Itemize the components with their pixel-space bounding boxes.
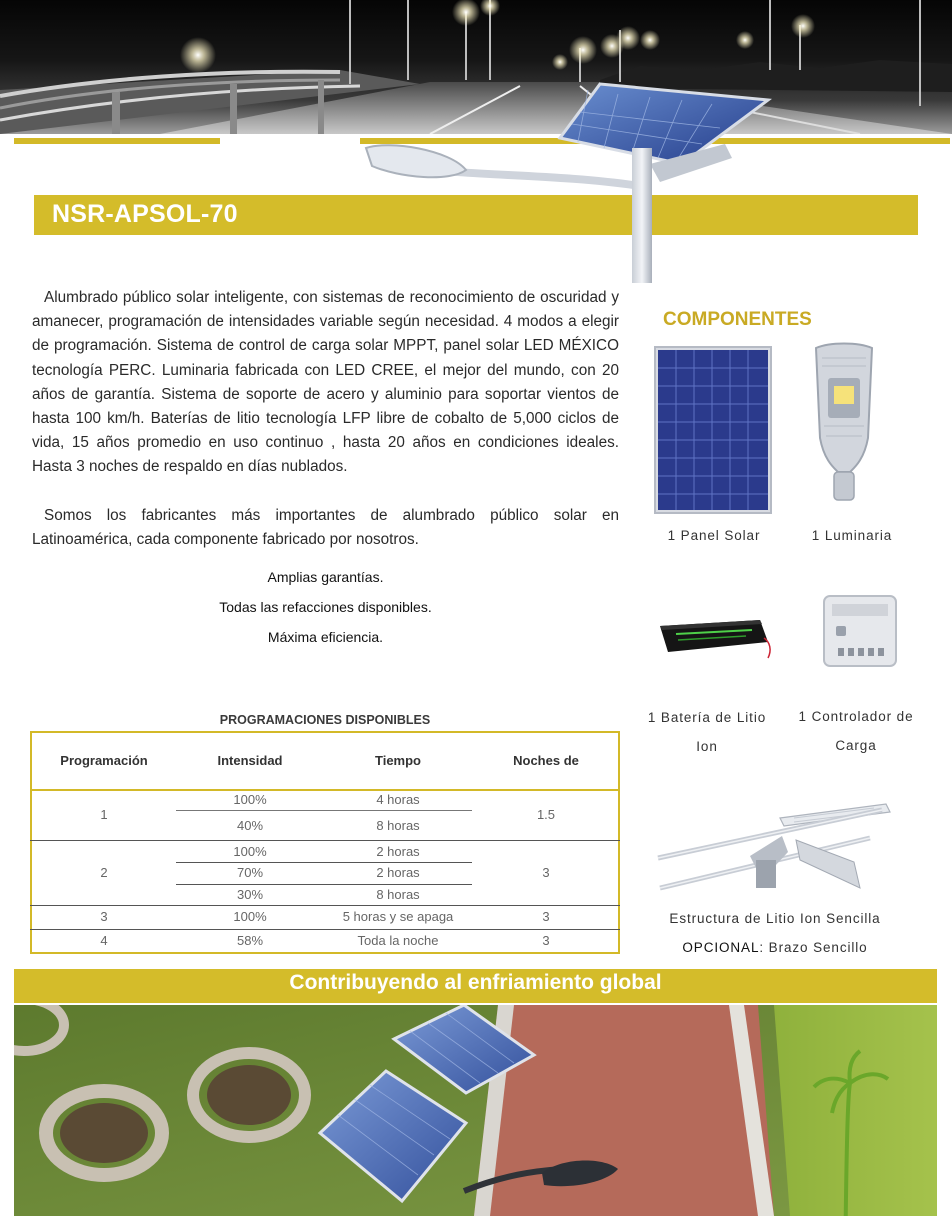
- header-tiempo: Tiempo: [375, 753, 421, 768]
- nights-cell: 3: [542, 909, 550, 924]
- intensity-cell: 100%: [233, 909, 267, 924]
- table-subrow-divider: [176, 862, 472, 863]
- highlights-list: [32, 566, 619, 656]
- table-row-divider: [30, 905, 620, 906]
- table-subrow-divider: [176, 884, 472, 885]
- battery-label-line-1: 1 Batería de Litio: [647, 710, 767, 725]
- controller-label-line-1: 1 Controlador de: [798, 709, 914, 724]
- table-row-divider: [30, 929, 620, 930]
- product-code-title: NSR-APSOL-70: [52, 200, 238, 228]
- bottom-banner-title: Contribuyendo al enfriamiento global: [289, 971, 662, 994]
- solar-street-light-icon: [360, 78, 780, 283]
- component-label-controller: [786, 702, 926, 760]
- time-cell: 8 horas: [376, 818, 420, 833]
- mode-cell: 2: [100, 865, 108, 880]
- optional-prefix: OPCIONAL: [682, 940, 760, 955]
- highlight-item: Todas las refacciones disponibles.: [219, 599, 432, 615]
- time-cell: 5 horas y se apaga: [342, 909, 454, 924]
- intensity-cell: 70%: [236, 865, 264, 880]
- component-label-battery: [636, 703, 778, 761]
- highlight-item: Amplias garantías.: [267, 569, 384, 585]
- time-cell: 8 horas: [376, 887, 420, 902]
- intensity-cell: 100%: [233, 844, 267, 859]
- product-description: [32, 286, 619, 552]
- table-header-divider: [30, 789, 620, 791]
- intensity-cell: 58%: [236, 933, 264, 948]
- highlight-item: Máxima eficiencia.: [267, 629, 384, 645]
- time-cell: 4 horas: [376, 792, 420, 807]
- header-noches: Noches de: [513, 753, 579, 768]
- mounting-structure-icon: [654, 796, 894, 900]
- schedules-table-title: PROGRAMACIONES DISPONIBLES: [219, 713, 431, 727]
- header-programacion: Programación: [60, 753, 148, 768]
- park-installation-photo: [14, 1005, 937, 1216]
- nights-cell: 1.5: [536, 807, 556, 822]
- mode-cell: 4: [100, 933, 108, 948]
- table-subrow-divider: [176, 810, 472, 811]
- mode-cell: 1: [100, 807, 108, 822]
- time-cell: 2 horas: [376, 865, 420, 880]
- hero-underline-gap: [220, 136, 360, 146]
- controller-label-line-2: Carga: [835, 738, 877, 753]
- optional-arm-note: [650, 940, 900, 955]
- intensity-cell: 100%: [233, 792, 267, 807]
- optional-rest: : Brazo Sencillo: [759, 940, 868, 955]
- charge-controller-icon: [818, 592, 900, 670]
- intensity-cell: 40%: [236, 818, 264, 833]
- time-cell: Toda la noche: [357, 933, 439, 948]
- component-label-solar-panel: 1 Panel Solar: [667, 528, 761, 543]
- nights-cell: 3: [542, 933, 550, 948]
- description-paragraph-1: Alumbrado público solar inteligente, con sistemas de reconocimiento de oscuridad y amanecer, programación de intensidades variable según necesidad. 4 modos a elegir de programación. Sistema de control de carga solar MPPT, panel solar LED MÉXICO tecnología PERC. Luminaria fabricada con LED CREE, el mejor del mundo, con 20 años de garantía. Sistema de soporte de acero y aluminio para soportar vientos de hasta 100 km/h. Baterías de litio tecnología LFP libre de cobalto de 5,000 ciclos de vida, 15 años promedio en uso continuo , hasta 20 años en condiciones ideales. Hasta 3 noches de respaldo en días nublados.: [32, 289, 619, 476]
- description-paragraph-2: Somos los fabricantes más importantes de alumbrado público solar en Latinoamérica, cada componente fabricado por nosotros.: [32, 506, 619, 548]
- park-scene-illustration: [14, 1005, 937, 1216]
- street-lamp-icon: [810, 342, 878, 504]
- component-label-luminaire: 1 Luminaria: [811, 528, 893, 543]
- time-cell: 2 horas: [376, 844, 420, 859]
- battery-label-line-2: Ion: [696, 739, 718, 754]
- mode-cell: 3: [100, 909, 108, 924]
- nights-cell: 3: [542, 865, 550, 880]
- header-intensidad: Intensidad: [217, 753, 283, 768]
- intensity-cell: 30%: [236, 887, 264, 902]
- component-label-structure: Estructura de Litio Ion Sencilla: [669, 911, 881, 926]
- table-row-divider: [30, 840, 620, 841]
- components-title: COMPONENTES: [663, 309, 812, 330]
- solar-panel-icon: [654, 346, 772, 514]
- lithium-battery-icon: [656, 612, 776, 662]
